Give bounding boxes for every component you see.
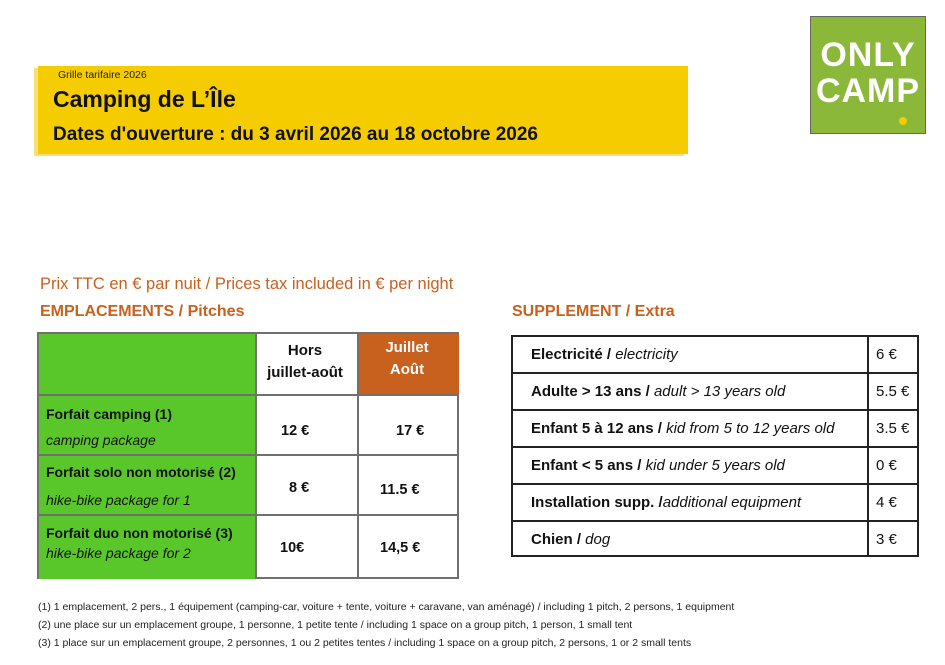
price-season: 11.5 € <box>380 482 420 498</box>
header-off-season <box>255 334 357 394</box>
footnote-3: (3) 1 place sur un emplacement groupe, 2 personnes, 1 ou 2 petites tentes / including 1 space on a group pitch, 2 persons, 1 or 2 small tents <box>38 637 692 649</box>
supplement-label-en: adult > 13 years old <box>653 383 786 400</box>
table-row-label <box>39 516 255 579</box>
price-off-season: 12 € <box>281 423 310 439</box>
price-off-season: 10€ <box>280 540 305 556</box>
supplements-table <box>511 335 919 557</box>
only-camp-logo <box>810 16 926 134</box>
footnote-1: (1) 1 emplacement, 2 pers., 1 équipement (camping-car, voiture + tente, voiture + caravane, van aménagé) / including 1 pitch, 2 persons, 1 equipment <box>38 601 735 613</box>
supplement-label-en: additional equipment <box>662 494 802 511</box>
footnotes <box>38 598 734 652</box>
logo-line-2: CAMP <box>815 72 921 110</box>
row-english: hike-bike package for 1 <box>46 492 191 508</box>
supplement-label-fr: Enfant < 5 ans / <box>531 457 646 474</box>
table-row <box>513 522 917 555</box>
table-row <box>513 448 917 485</box>
row-english: camping package <box>46 432 156 448</box>
supplements-section-title: SUPPLEMENT / Extra <box>512 303 675 320</box>
logo-line-1: ONLY <box>820 36 916 74</box>
price-season: 17 € <box>396 423 425 439</box>
row-name: Forfait camping (1) <box>46 406 173 422</box>
supplement-price: 3 € <box>876 531 897 548</box>
table-row <box>513 485 917 522</box>
row-english: hike-bike package for 2 <box>46 545 191 561</box>
supplement-label-fr: Electricité / <box>531 346 616 363</box>
table-row-label <box>39 396 255 454</box>
header-season-line1: Juillet <box>385 339 429 356</box>
supplement-label-en: electricity <box>615 346 678 363</box>
price-grid-subtitle: Grille tarifaire 2026 <box>58 69 147 81</box>
header-off-season-line2: juillet-août <box>267 364 343 381</box>
table-row <box>513 374 917 411</box>
pitches-section-title: EMPLACEMENTS / Pitches <box>40 303 245 320</box>
table-row <box>513 411 917 448</box>
footnote-2: (2) une place sur un emplacement groupe, 1 personne, 1 petite tente / including 1 space on a group pitch, 1 person, 1 small tent <box>38 619 633 631</box>
header-banner <box>38 66 688 154</box>
supplement-price: 6 € <box>876 346 897 363</box>
prices-note: Prix TTC en € par nuit / Prices tax included in € per night <box>40 275 454 293</box>
supplement-price: 4 € <box>876 494 897 511</box>
row-name: Forfait solo non motorisé (2) <box>46 464 236 480</box>
supplement-price: 5.5 € <box>876 383 910 400</box>
header-off-season-line1: Hors <box>287 342 323 359</box>
supplement-label-fr: Adulte > 13 ans / <box>531 383 654 400</box>
divider <box>39 514 457 516</box>
supplement-label-fr: Installation supp. / <box>531 494 663 511</box>
supplement-label-fr: Enfant 5 à 12 ans / <box>531 420 667 437</box>
header-season <box>357 334 459 394</box>
supplement-label-en: kid from 5 to 12 years old <box>666 420 835 437</box>
divider <box>39 394 457 396</box>
pitches-table <box>37 332 459 579</box>
opening-dates: Dates d'ouverture : du 3 avril 2026 au 18 octobre 2026 <box>53 124 539 145</box>
table-row-label <box>39 456 255 514</box>
supplement-price: 3.5 € <box>876 420 910 437</box>
logo-dot-icon <box>899 117 907 125</box>
divider <box>39 454 457 456</box>
header-season-line2: Août <box>389 361 425 378</box>
price-off-season: 8 € <box>289 480 310 496</box>
price-season: 14,5 € <box>380 540 421 556</box>
page-title: Camping de L’Île <box>53 86 236 112</box>
supplement-label-en: dog <box>585 531 611 548</box>
supplement-price: 0 € <box>876 457 897 474</box>
supplement-label-en: kid under 5 years old <box>645 457 785 474</box>
row-name: Forfait duo non motorisé (3) <box>46 525 233 541</box>
supplement-label-fr: Chien / <box>531 531 586 548</box>
table-row <box>513 337 917 374</box>
pitches-header-blank <box>39 334 255 394</box>
